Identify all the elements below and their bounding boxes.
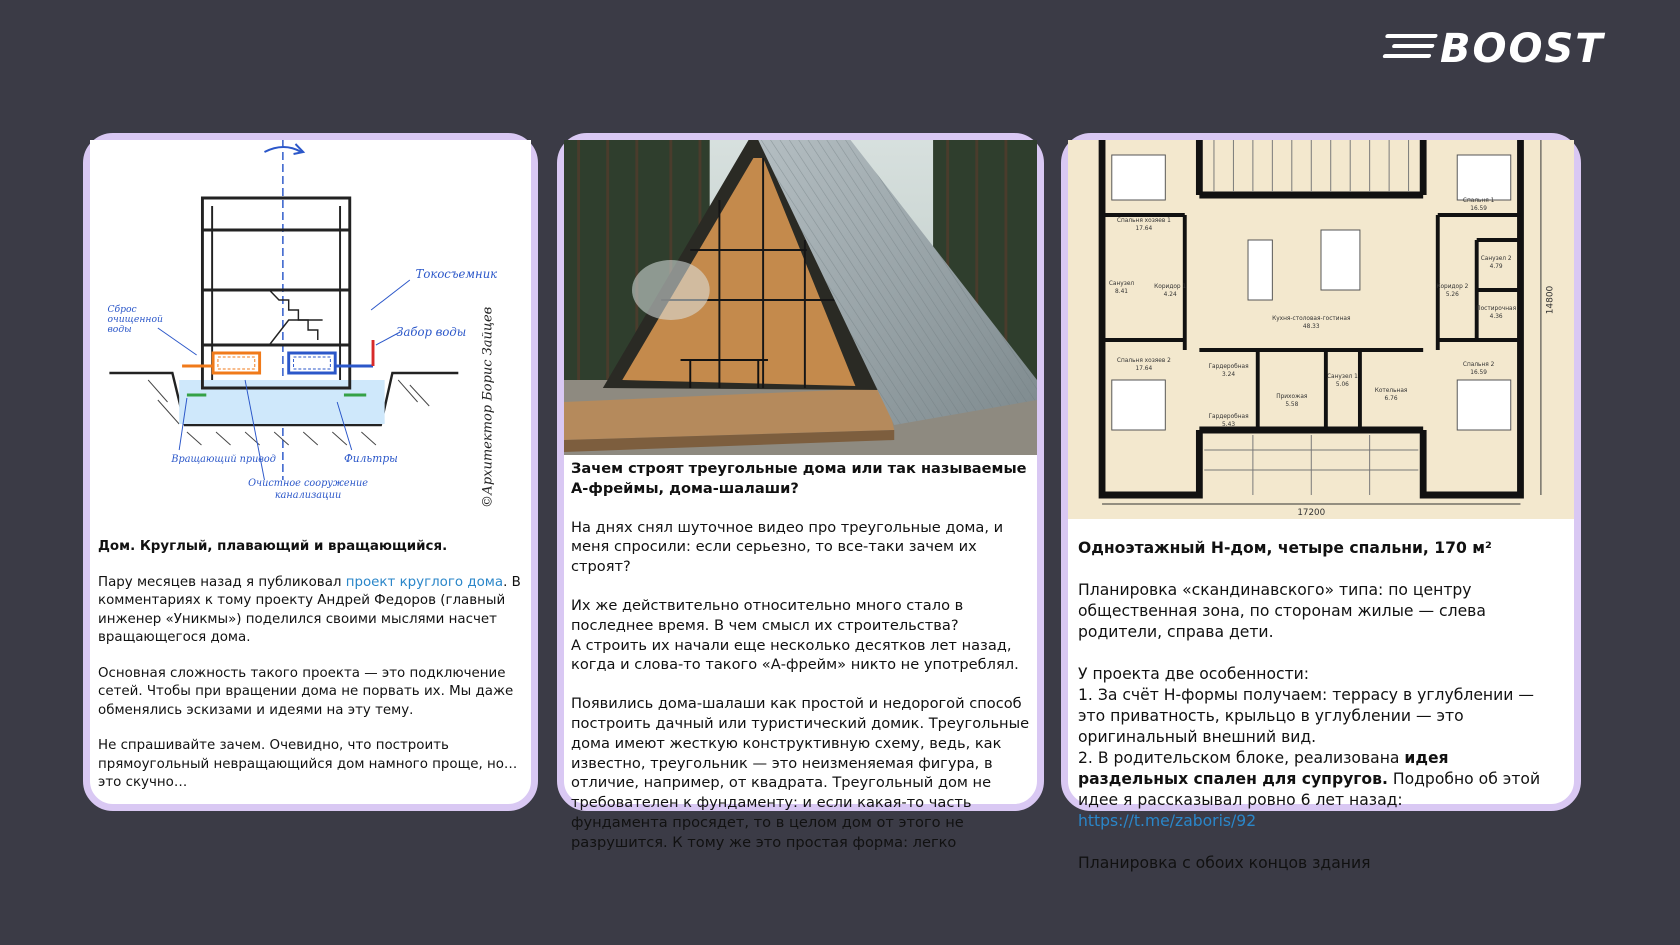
room-storage-area: 3.24 (1222, 371, 1236, 379)
paragraph: Планировка «скандинавского» типа: по центру общественная зона, по сторонам жилые — слева родители, справа дети. (1078, 581, 1486, 641)
room-boiler-area: 6.76 (1384, 395, 1398, 403)
paragraph: У проекта две особенности: (1078, 665, 1310, 683)
telegram-link[interactable]: https://t.me/zaboris/92 (1078, 812, 1257, 830)
room-kids1: Спальня 1 (1462, 197, 1495, 205)
room-laundry-area: 4.36 (1489, 313, 1503, 321)
paragraph: А строить их начали еще несколько десятков лет назад, когда и слова-то такого «А-фрейм» никто не употреблял. (571, 636, 1019, 674)
paragraph: 1. За счёт Н-формы получаем: террасу в углублении — это приватность, крыльцо в углублении — это оригинальный внешний вид. (1078, 686, 1534, 746)
room-wc-area: 5.06 (1335, 381, 1349, 389)
post-title: Одноэтажный Н-дом, четыре спальни, 170 м² (1078, 539, 1492, 557)
paragraph: На днях снял шуточное видео про треугольные дома, и меня спросили: если серьезно, то все-таки зачем их строят? (571, 518, 1004, 576)
room-corridor2: Коридор 2 (1436, 283, 1469, 291)
room-hall-area: 5.58 (1285, 401, 1299, 409)
label-current-collector: Токосъемник (415, 266, 498, 282)
label-water-intake: Забор воды (396, 324, 467, 340)
label-filters: Фильтры (343, 451, 398, 466)
room-kids1-area: 16.59 (1470, 205, 1487, 213)
room-wc: Санузел 1 (1326, 373, 1358, 381)
logo-text: BOOST (1440, 26, 1605, 72)
room-kitchen: Кухня-столовая-гостиная (1272, 315, 1351, 323)
post-title: Дом. Круглый, плавающий и вращающийся. (98, 539, 448, 554)
post-card-round-house[interactable] (83, 133, 538, 811)
paragraph: Основная сложность такого проекта — это подключение сетей. Чтобы при вращении дома не порвать их. Мы даже обменялись эскизами и идеями на эту тему. (98, 665, 514, 718)
room-bath: Санузел (1108, 280, 1135, 288)
room-kids2-area: 16.59 (1470, 369, 1487, 377)
room-boiler: Котельная (1374, 387, 1408, 395)
room-bath-area: 8.41 (1115, 288, 1129, 296)
paragraph: Их же действительно относительно много стало в последнее время. В чем смысл их строительства? (571, 596, 964, 634)
room-bed2: Спальня хозяев 2 (1116, 357, 1171, 365)
label-drainage: Сброс очищенной воды (107, 304, 163, 335)
boost-logo (1390, 22, 1660, 70)
room-kitchen-area: 48.33 (1302, 323, 1320, 331)
room-bed1-area: 17.64 (1135, 225, 1153, 233)
post-text (90, 532, 531, 804)
room-storage: Гардеробная (1208, 363, 1249, 371)
paragraph: 2. В родительском блоке, реализована идея раздельных спален для супругов. Подробно об этой идее я рассказывал ровно 6 лет назад: https://t.me/zaboris/92 (1078, 749, 1541, 830)
label-rotation-drive: Вращающий привод (171, 453, 276, 466)
paragraph: Планировка с обоих концов здания (1078, 854, 1371, 872)
dimension-height: 14800 (1545, 285, 1556, 315)
room-corridor2-area: 5.26 (1445, 291, 1459, 299)
room-bath2: Санузел 2 (1480, 255, 1512, 263)
room-hall: Прихожая (1276, 393, 1308, 401)
room-wardrobe-area: 5.43 (1222, 421, 1236, 429)
room-wardrobe: Гардеробная (1208, 413, 1249, 421)
h-house-floor-plan (1068, 140, 1574, 519)
room-kids2: Спальня 2 (1462, 361, 1495, 369)
post-card-h-house[interactable] (1061, 133, 1581, 872)
post-card-a-frame[interactable] (557, 133, 1044, 851)
label-signature: ©Архитектор Борис Зайцев (480, 306, 496, 509)
room-bed2-area: 17.64 (1135, 365, 1153, 373)
label-treatment: Очистное сооружение канализации (248, 478, 369, 501)
room-corridor1: Коридор 1 (1154, 283, 1187, 291)
paragraph: Появились дома-шалаши как простой и недорогой способ построить дачный или туристический домик. Треугольные дома имеют жесткую конструктивную схему, ведь, как известно, треугольник — это неизменяемая фигура, в отличие, например, от квадрата. Треугольный дом не требователен к фундаменту: и если какая-то часть фундамента просядет, то в целом дом от этого не разрушится. К тому же это простая форма: легко (571, 695, 1030, 851)
round-house-link[interactable]: проект круглого дома (345, 574, 504, 590)
a-frame-photo (564, 140, 1037, 455)
dimension-width: 17200 (1297, 507, 1326, 519)
round-house-sketch (90, 140, 531, 532)
paragraph: Пару месяцев назад я публиковал проект круглого дома. В комментариях к тому проекту Андрей Федоров (главный инженер «Уникмы») поделился своими мыслями насчет вращающегося дома. (98, 574, 521, 645)
post-text (1068, 519, 1574, 872)
room-bed1: Спальня хозяев 1 (1116, 217, 1171, 225)
paragraph: Не спрашивайте зачем. Очевидно, что построить прямоугольный невращающийся дом намного проще, но… это скучно… (98, 738, 518, 790)
room-bath2-area: 4.79 (1489, 263, 1503, 271)
room-laundry: Постирочная (1476, 305, 1517, 313)
post-title: Зачем строят треугольные дома или так называемые А-фреймы, дома-шалаши? (571, 460, 1027, 497)
post-text (564, 455, 1037, 851)
room-corridor1-area: 4.24 (1163, 291, 1177, 299)
